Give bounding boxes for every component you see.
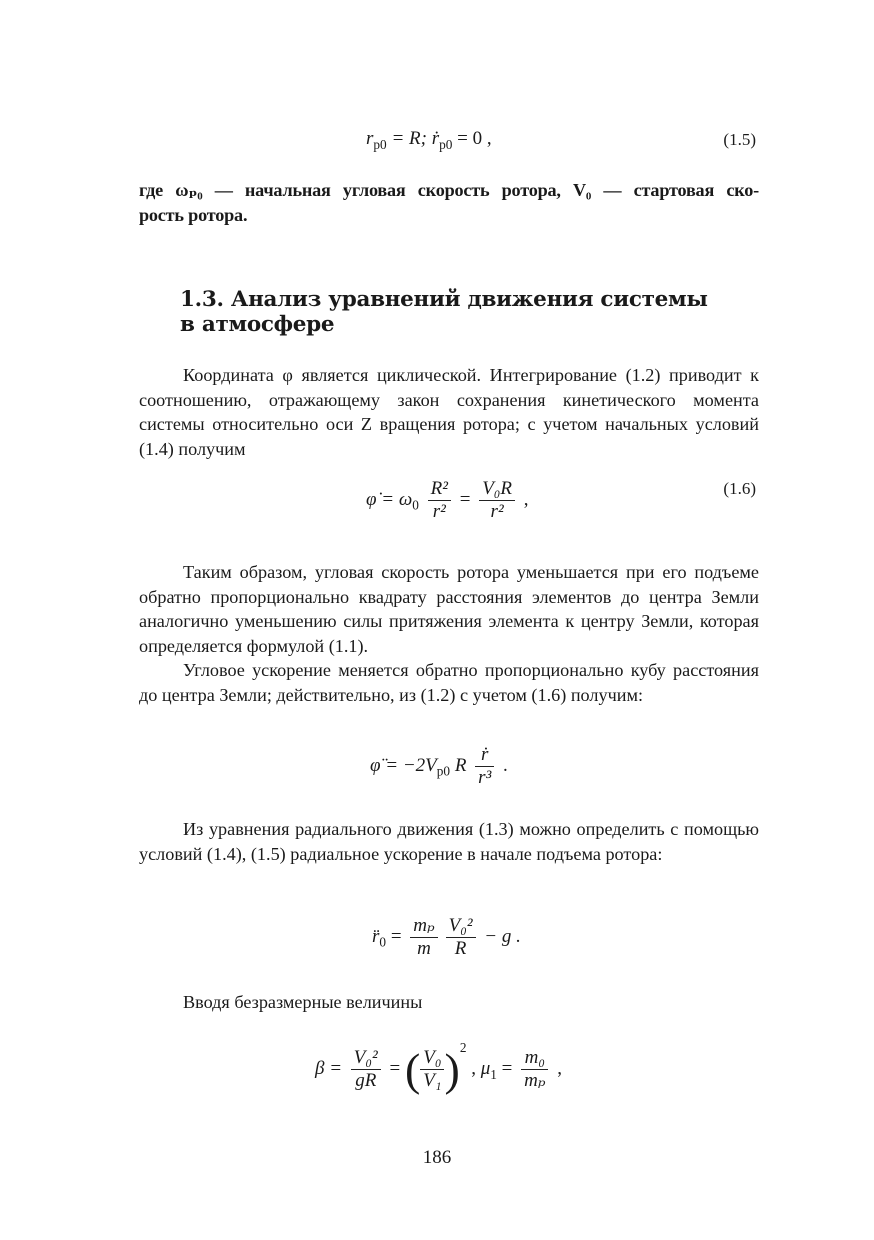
eq-text: = <box>386 925 407 947</box>
eq-text: R <box>450 754 467 776</box>
equation-1-6 <box>366 478 529 523</box>
eq-text: = <box>496 1058 518 1079</box>
equation-1-5 <box>366 128 492 153</box>
paragraph-where <box>139 178 759 227</box>
denominator: r² <box>432 501 446 522</box>
eq-text: − g . <box>479 925 521 947</box>
eq-subscript: p0 <box>373 136 387 152</box>
fraction <box>410 915 437 960</box>
heading-line: в атмосфере <box>180 312 335 337</box>
fraction <box>420 1047 444 1092</box>
eq-symbol: r <box>366 128 374 149</box>
fraction <box>475 744 494 789</box>
eq-text: r̈ <box>372 925 380 947</box>
eq-text: , <box>519 488 529 510</box>
eq-text: . <box>498 754 508 776</box>
denominator: m <box>417 938 431 959</box>
heading-line: 1.3. Анализ уравнений движения системы <box>180 287 708 312</box>
numerator: V₀R <box>479 478 515 501</box>
eq-subscript: 1 <box>490 1066 497 1082</box>
page-number: 186 <box>422 1147 452 1168</box>
paragraph-4: Из уравнения радиального движения (1.3) можно определить с помощью условий (1.4), (1.5) радиальное ускорение в начале подъема ротора: <box>139 819 759 864</box>
denominator: mₚ <box>524 1070 546 1092</box>
equation-phi-ddot <box>370 744 508 789</box>
numerator: V₀ <box>420 1047 444 1070</box>
eq-superscript: 2 <box>459 1040 467 1055</box>
section-heading <box>180 287 708 337</box>
eq-text: β = <box>315 1058 347 1079</box>
numerator: ṙ <box>475 744 494 767</box>
eq-text: = R; <box>386 128 432 149</box>
denominator: gR <box>355 1070 377 1092</box>
paragraph-line: рость ротора. <box>139 204 248 225</box>
equation-number: (1.6) <box>723 479 756 498</box>
paragraph-5: Вводя безразмерные величины <box>183 992 423 1012</box>
fraction <box>521 1047 548 1092</box>
paragraph-2: Таким образом, угловая скорость ротора уменьшается при его подъеме обратно пропорционально квадрату расстояния элементов до центра Земли аналогично уменьшению силы притяжения элемента к центру Земли, которая определяется формулой (1.1). <box>139 562 759 656</box>
right-paren: ) <box>444 1044 460 1096</box>
fraction <box>351 1047 381 1092</box>
denominator: r³ <box>478 767 492 788</box>
eq-text: φ̈ = −2V <box>370 754 437 776</box>
eq-symbol: ṙ <box>431 128 440 149</box>
eq-subscript: p0 <box>439 136 453 152</box>
paragraph-line: где ωₚ₀ — начальная угловая скорость ротора, V₀ — стартовая ско- <box>139 180 759 200</box>
eq-text: φ̇ = ω <box>366 488 413 510</box>
denominator: R <box>454 938 467 959</box>
eq-text: , <box>466 1058 481 1079</box>
fraction <box>479 478 515 523</box>
paragraph-3: Угловое ускорение меняется обратно пропорционально кубу расстояния до центра Земли; действительно, из (1.2) с учетом (1.6) получим: <box>139 660 759 705</box>
numerator: mₚ <box>410 915 437 938</box>
fraction <box>446 915 476 960</box>
eq-subscript: p0 <box>436 763 451 779</box>
eq-text: = <box>454 488 476 510</box>
equation-number: (1.5) <box>723 130 756 149</box>
equation-beta <box>315 1040 562 1096</box>
eq-subscript: 0 <box>412 497 419 513</box>
fraction <box>428 478 451 523</box>
numerator: m₀ <box>521 1047 548 1070</box>
denominator: V₁ <box>423 1070 442 1092</box>
denominator: r² <box>490 501 504 522</box>
eq-text: = 0 , <box>452 128 492 149</box>
eq-symbol: μ <box>480 1058 491 1079</box>
eq-text: = <box>384 1058 405 1079</box>
numerator: V₀² <box>446 915 476 938</box>
numerator: V₀² <box>351 1047 381 1070</box>
left-paren: ( <box>404 1044 421 1096</box>
eq-subscript: 0 <box>379 934 387 950</box>
eq-text: , <box>552 1058 562 1079</box>
equation-r0-ddot <box>372 915 521 960</box>
paragraph-1: Координата φ является циклической. Интегрирование (1.2) приводит к соотношению, отражающему закон сохранения кинетического момента системы относительно оси Z вращения ротора; с учетом начальных условий (1.4) получим <box>139 365 759 459</box>
numerator: R² <box>428 478 451 501</box>
